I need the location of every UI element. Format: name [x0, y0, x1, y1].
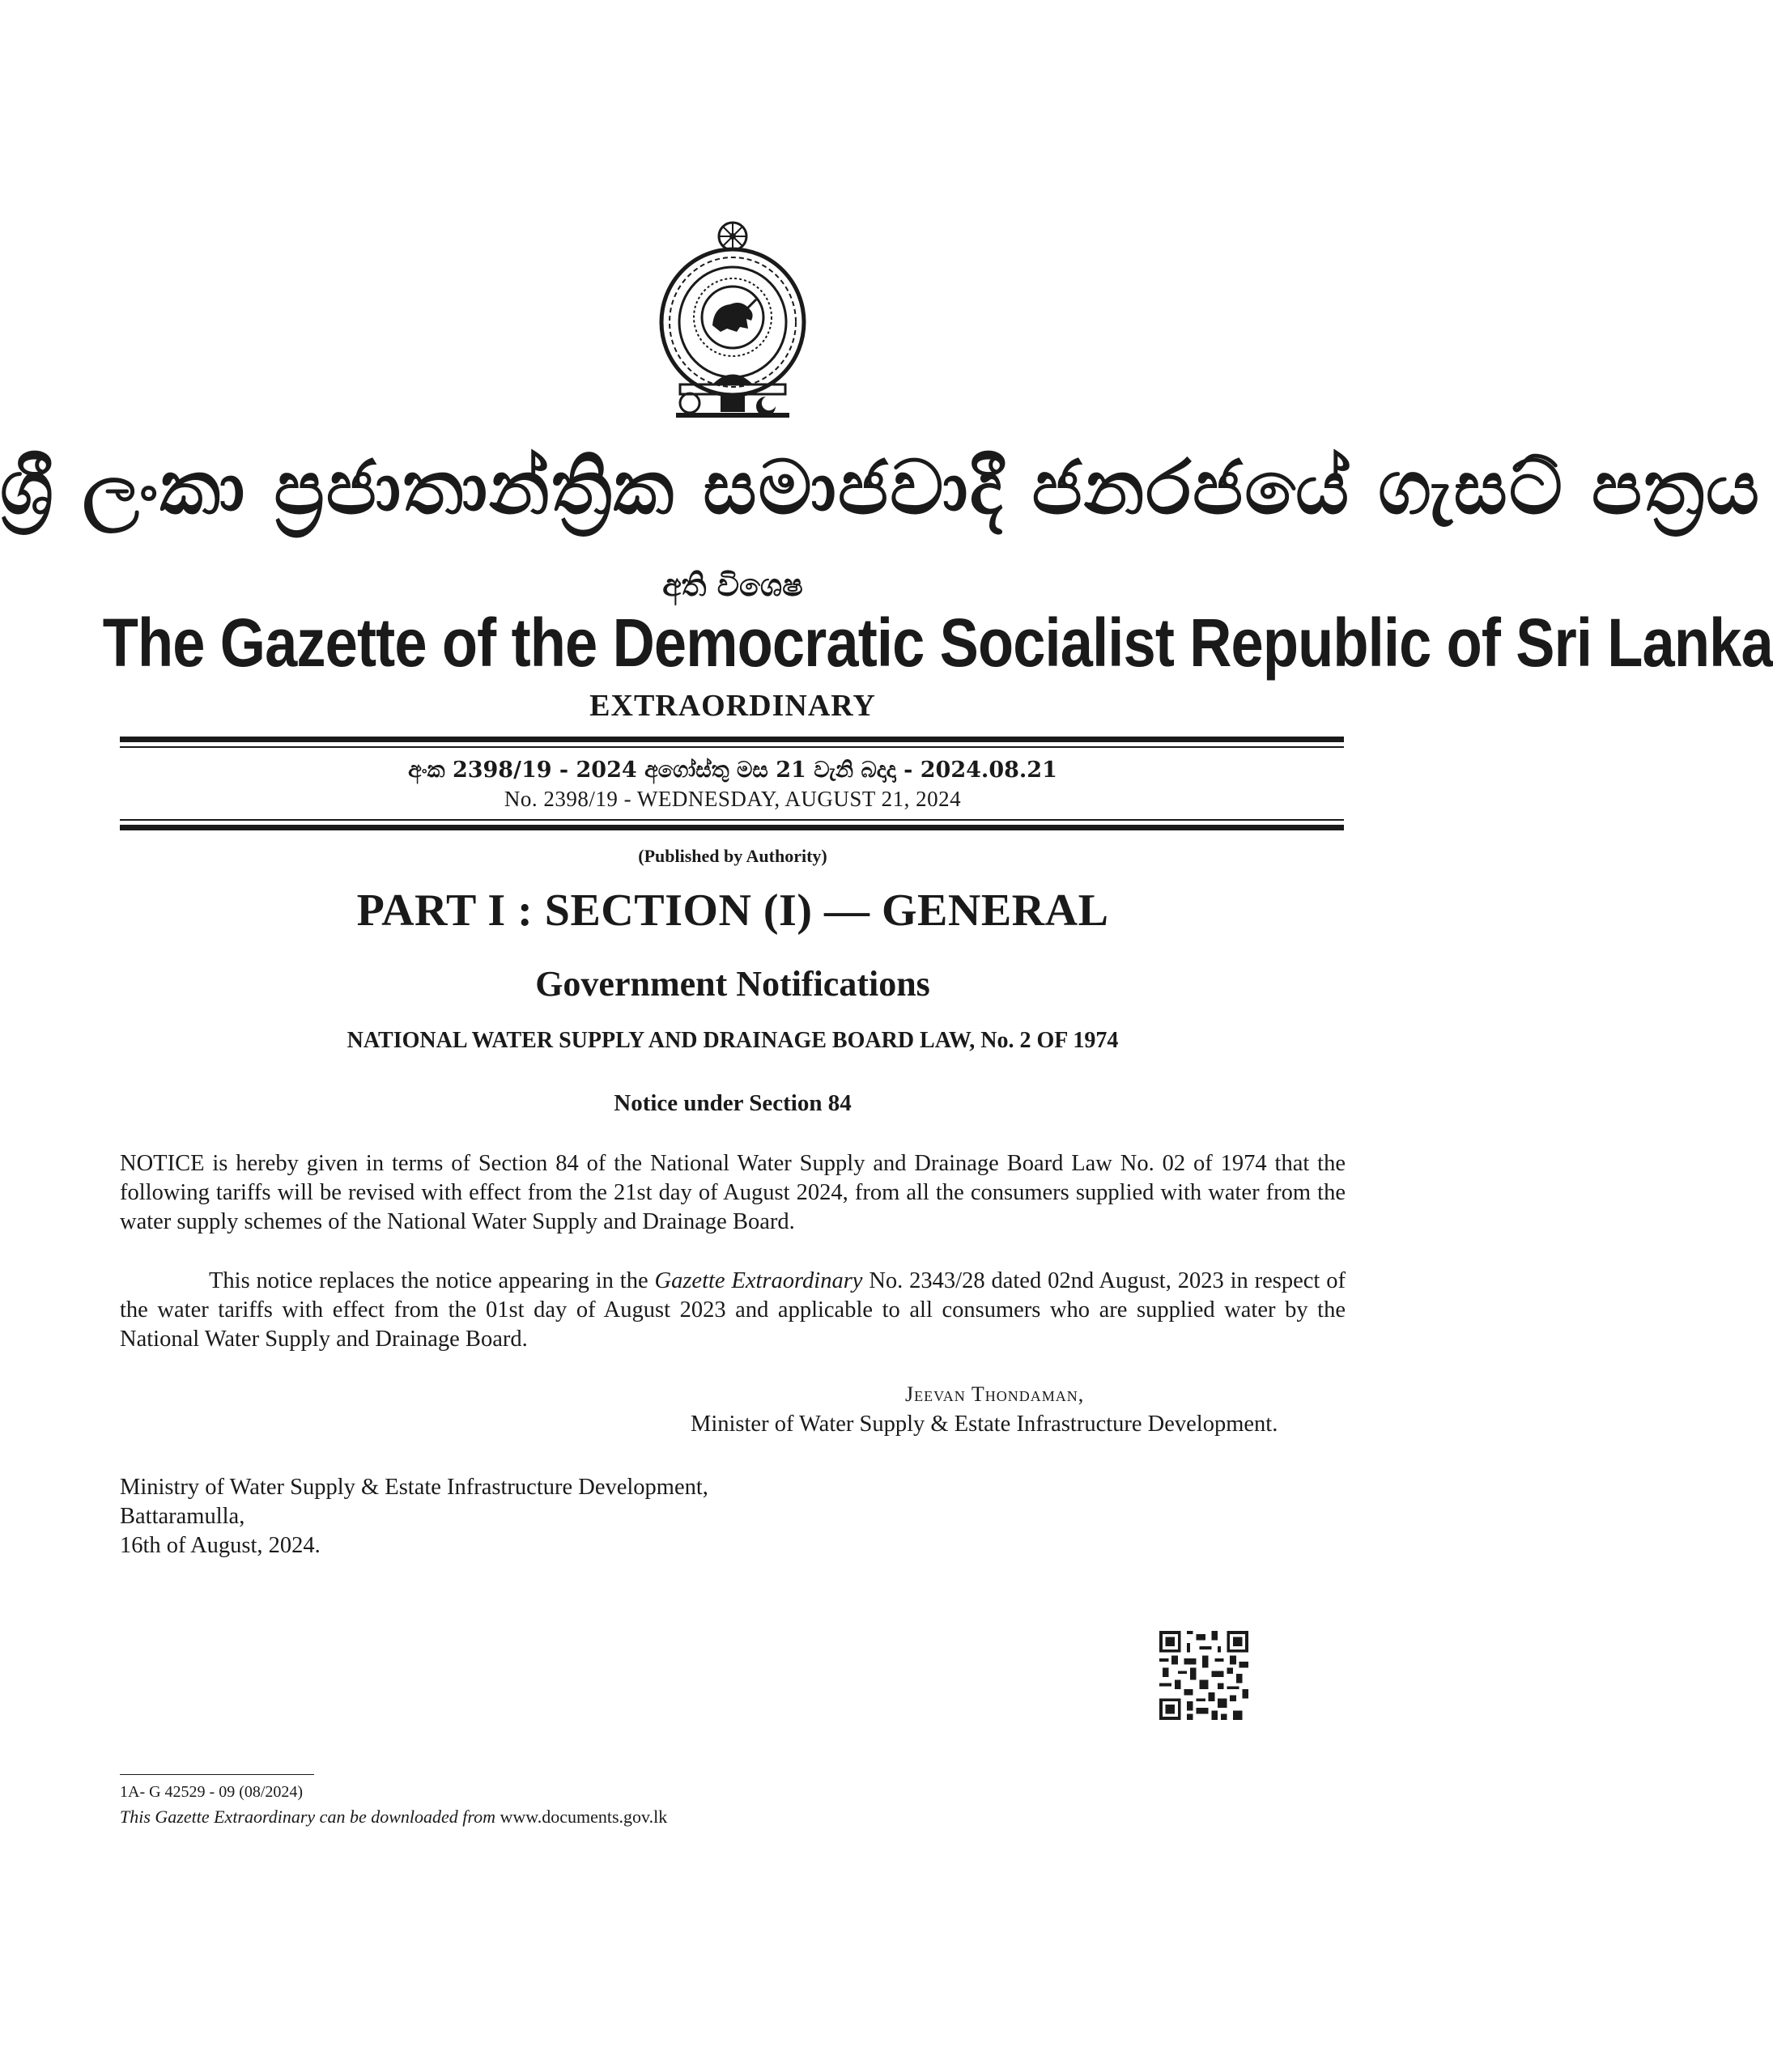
law-title: NATIONAL WATER SUPPLY AND DRAINAGE BOARD LAW, No. 2 OF 1974: [347, 1028, 1119, 1053]
footer-rule: [120, 1774, 314, 1775]
sri-lanka-emblem-icon: [656, 219, 810, 421]
english-gazette-title: The Gazette of the Democratic Socialist Republic of Sri Lanka: [102, 605, 1773, 681]
government-notifications-heading: Government Notifications: [535, 964, 930, 1004]
footer-reference: 1A- G 42529 - 09 (08/2024): [120, 1783, 304, 1801]
address-date: 16th of August, 2024.: [120, 1533, 321, 1558]
extraordinary-label: EXTRAORDINARY: [589, 689, 876, 723]
qr-code-icon: [1159, 1631, 1248, 1720]
address-ministry: Ministry of Water Supply & Estate Infrastructure Development,: [120, 1475, 708, 1500]
notice-section-heading: Notice under Section 84: [614, 1090, 852, 1116]
notice-paragraph-1: NOTICE is hereby given in terms of Section 84 of the National Water Supply and Drainage Board Law No. 02 of 1974 that the following tariffs will be revised with effect from the 21st day of August 2024, from all the consumers supplied with water from the water supply schemes of the National Water Supply and Drainage Board.: [120, 1151, 1346, 1234]
sinhala-extraordinary-label: අති විශෙෂ: [662, 567, 803, 603]
gazette-extraordinary-italic: Gazette Extraordinary: [654, 1268, 863, 1293]
address-place: Battaramulla,: [120, 1504, 245, 1529]
signatory-name: Jeevan Thondaman,: [905, 1382, 1085, 1406]
signatory-title: Minister of Water Supply & Estate Infrastructure Development.: [691, 1412, 1278, 1437]
top-rule-thin: [120, 746, 1344, 748]
notice-paragraph-2: [120, 1267, 1346, 1354]
issue-line-sinhala: අංක 2398/19 - 2024 අගෝස්තු මස 21 වැනි බදාදා - 2024.08.21: [408, 758, 1057, 783]
published-by-authority: (Published by Authority): [638, 846, 827, 866]
download-note-text: This Gazette Extraordinary can be downloaded from: [120, 1807, 495, 1827]
issue-line-english: No. 2398/19 - WEDNESDAY, AUGUST 21, 2024: [504, 787, 962, 811]
part-heading: PART I : SECTION (I) — GENERAL: [356, 885, 1109, 936]
download-url-link[interactable]: www.documents.gov.lk: [495, 1807, 668, 1827]
sinhala-gazette-title: ශ්‍රී ලංකා ප්‍රජාතාන්ත්‍රික සමාජවාදී ජනරජයේ ගැසට් පත්‍රය: [0, 444, 1762, 531]
top-rule-thick: [120, 737, 1344, 742]
bottom-rule-thin: [120, 819, 1344, 821]
bottom-rule-thick: [120, 825, 1344, 830]
footer-download-note: [120, 1807, 667, 1828]
paragraph-2-text-start: This notice replaces the notice appearing in the: [209, 1268, 655, 1293]
paragraph-2-text-end: No. 2343/28 dated 02nd August, 2023 in respect of the water tariffs with effect from the 01st day of August 2023 and applicable to all consumers who are supplied water by the National Water Supply and Drainage Board.: [120, 1268, 1346, 1352]
